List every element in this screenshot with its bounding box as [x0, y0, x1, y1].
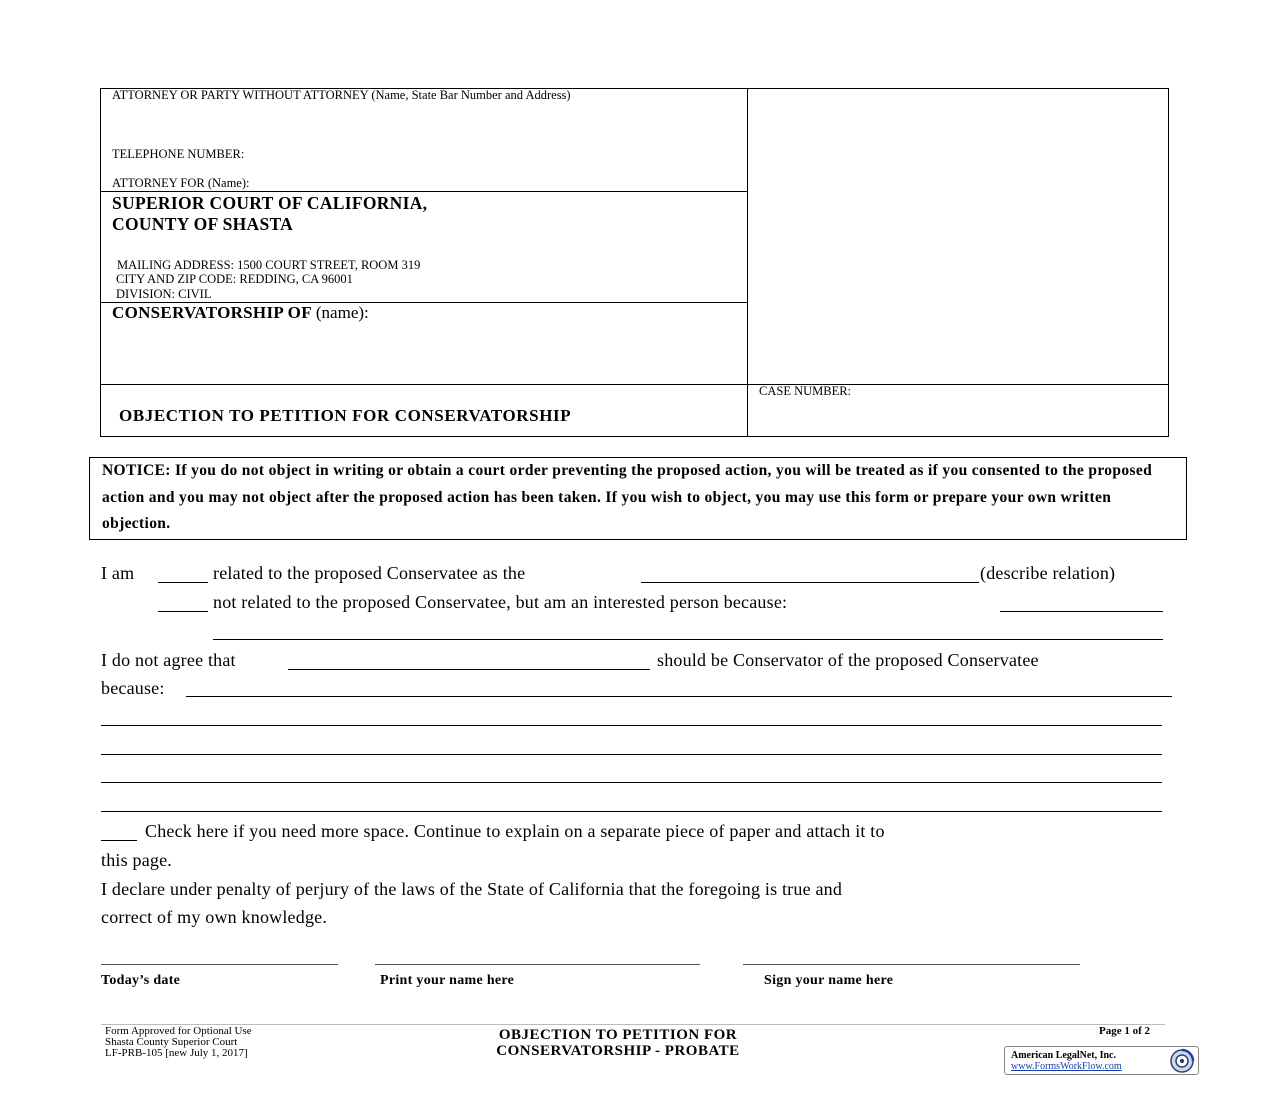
more-space-text-line2: this page. — [101, 850, 172, 870]
legalnet-logo[interactable] — [1004, 1046, 1199, 1075]
declaration-line1: I declare under penalty of perjury of the laws of the State of California that the foregoing is true and — [101, 879, 843, 899]
court-name-line2: COUNTY OF SHASTA — [112, 214, 294, 234]
print-name-label: Print your name here — [380, 973, 515, 988]
footer-rule — [101, 1024, 1165, 1025]
proposed-conservator-field[interactable] — [288, 669, 650, 670]
sign-name-label: Sign your name here — [764, 973, 894, 988]
date-label: Today’s date — [101, 973, 181, 988]
footer-title-line1: OBJECTION TO PETITION FOR — [498, 1027, 738, 1043]
related-checkbox-line[interactable] — [158, 582, 208, 583]
footer-approved: Form Approved for Optional Use — [105, 1025, 252, 1037]
not-related-text: not related to the proposed Conservatee, but am an interested person because: — [213, 592, 788, 612]
caption-rule — [100, 384, 1169, 385]
notice-text: NOTICE: If you do not object in writing or obtain a court order preventing the proposed action, you will be treated as if you consented to the proposed action and you may not object after the proposed action has been taken. If you wish to object, you may use this form or prepare your own written objection. — [102, 462, 1153, 532]
logo-company-name: American LegalNet, Inc. — [1011, 1050, 1116, 1061]
case-number-label: CASE NUMBER: — [759, 384, 852, 398]
court-name-line1: SUPERIOR COURT OF CALIFORNIA, — [112, 193, 428, 213]
print-name-field[interactable] — [375, 964, 700, 965]
reason-line[interactable] — [101, 725, 1162, 726]
city-zip: CITY AND ZIP CODE: REDDING, CA 96001 — [116, 272, 353, 286]
footer-title — [418, 1027, 818, 1059]
date-field[interactable] — [101, 964, 338, 965]
reason-line[interactable] — [101, 811, 1162, 812]
notice-box — [89, 457, 1187, 540]
not-related-checkbox-line[interactable] — [158, 611, 208, 612]
disagree-prefix: I do not agree that — [101, 650, 236, 670]
signature-field[interactable] — [743, 964, 1080, 965]
form-title: OBJECTION TO PETITION FOR CONSERVATORSHIP — [119, 406, 572, 425]
disagree-suffix: should be Conservator of the proposed Conservatee — [657, 650, 1039, 670]
conservatorship-of-bold: CONSERVATORSHIP OF — [112, 303, 312, 322]
conservatorship-of-label — [112, 303, 369, 323]
mailing-address: MAILING ADDRESS: 1500 COURT STREET, ROOM 319 — [117, 258, 421, 272]
reason-line[interactable] — [101, 754, 1162, 755]
because-label: because: — [101, 678, 165, 698]
more-space-text: Check here if you need more space. Continue to explain on a separate piece of paper and attach it to — [145, 821, 885, 841]
division: DIVISION: CIVIL — [116, 287, 212, 301]
interested-reason-field[interactable] — [1000, 611, 1163, 612]
reason-line[interactable] — [101, 782, 1162, 783]
related-text: related to the proposed Conservatee as the — [213, 563, 526, 583]
footer-form-id: LF-PRB-105 [new July 1, 2017] — [105, 1047, 248, 1059]
page-number: Page 1 of 2 — [1099, 1025, 1151, 1037]
i-am-label: I am — [101, 563, 135, 583]
globe-icon — [1169, 1048, 1195, 1074]
more-space-checkbox-line[interactable] — [101, 840, 137, 841]
relation-field[interactable] — [641, 582, 979, 583]
attorney-label: ATTORNEY OR PARTY WITHOUT ATTORNEY (Name, State Bar Number and Address) — [112, 88, 571, 102]
telephone-label: TELEPHONE NUMBER: — [112, 147, 245, 161]
describe-relation-label: (describe relation) — [980, 563, 1116, 583]
conservatorship-of-name: (name): — [315, 303, 369, 322]
declaration-line2: correct of my own knowledge. — [101, 907, 328, 927]
reason-line[interactable] — [186, 696, 1172, 697]
caption-rule — [100, 191, 748, 192]
logo-url-link[interactable]: www.FormsWorkFlow.com — [1011, 1061, 1122, 1072]
attorney-for-label: ATTORNEY FOR (Name): — [112, 176, 250, 190]
footer-title-line2: CONSERVATORSHIP - PROBATE — [496, 1043, 740, 1059]
footer-court: Shasta County Superior Court — [105, 1036, 238, 1048]
interested-reason-field-line2[interactable] — [213, 639, 1163, 640]
